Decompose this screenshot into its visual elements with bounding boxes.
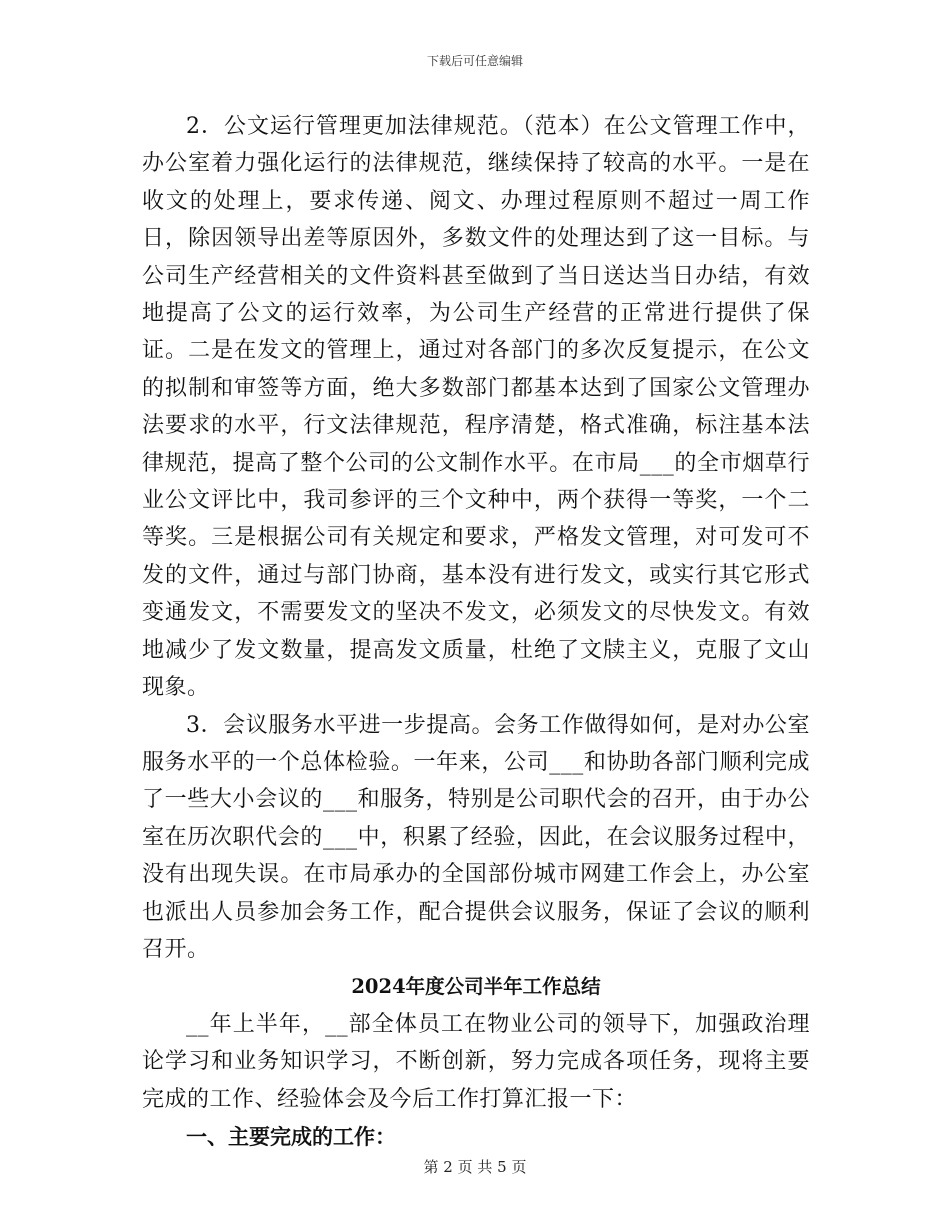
paragraph-intro: __年上半年，__部全体员工在物业公司的领导下，加强政治理论学习和业务知识学习，不断创新，努力完成各项任务，现将主要完成的工作、经验体会及今后工作打算汇报一下： xyxy=(142,1011,810,1112)
page-footer: 第 2 页 共 5 页 xyxy=(423,1158,527,1176)
section-title: 2024年度公司半年工作总结 xyxy=(351,975,601,999)
page-header: 下载后可任意编辑 xyxy=(426,54,523,68)
paragraph-meeting-service: 3．会议服务水平进一步提高。会务工作做得如何，是对办公室服务水平的一个总体检验。一年来，公司___和协助各部门顺利完成了一些大小会议的___和服务，特别是公司职代会的召开，由于办公室在历次职代会的___中，积累了经验，因此，在会议服务过程中，没有出现失误。在市局承办的全国部份城市网建工作会上，办公室也派出人员参加会务工作，配合提供会议服务，保证了会议的顺利召开。 xyxy=(142,712,810,962)
paragraph-document-management: 2．公文运行管理更加法律规范。（范本）在公文管理工作中，办公室着力强化运行的法律规范，继续保持了较高的水平。一是在收文的处理上，要求传递、阅文、办理过程原则不超过一周工作日，除因领导出差等原因外，多数文件的处理达到了这一目标。与公司生产经营相关的文件资料甚至做到了当日送达当日办结，有效地提高了公文的运行效率，为公司生产经营的正常进行提供了保证。二是在发文的管理上，通过对各部门的多次反复提示，在公文的拟制和审签等方面，绝大多数部门都基本达到了国家公文管理办法要求的水平，行文法律规范，程序清楚，格式准确，标注基本法律规范，提高了整个公司的公文制作水平。在市局___的全市烟草行业公文评比中，我司参评的三个文种中，两个获得一等奖，一个二等奖。三是根据公司有关规定和要求，严格发文管理，对可发可不发的文件，通过与部门协商，基本没有进行发文，或实行其它形式变通发文，不需要发文的坚决不发文，必须发文的尽快发文。有效地减少了发文数量，提高发文质量，杜绝了文牍主义，克服了文山现象。 xyxy=(142,114,810,701)
document-body xyxy=(142,108,810,1155)
heading-main-work: 一、主要完成的工作： xyxy=(186,1123,396,1149)
